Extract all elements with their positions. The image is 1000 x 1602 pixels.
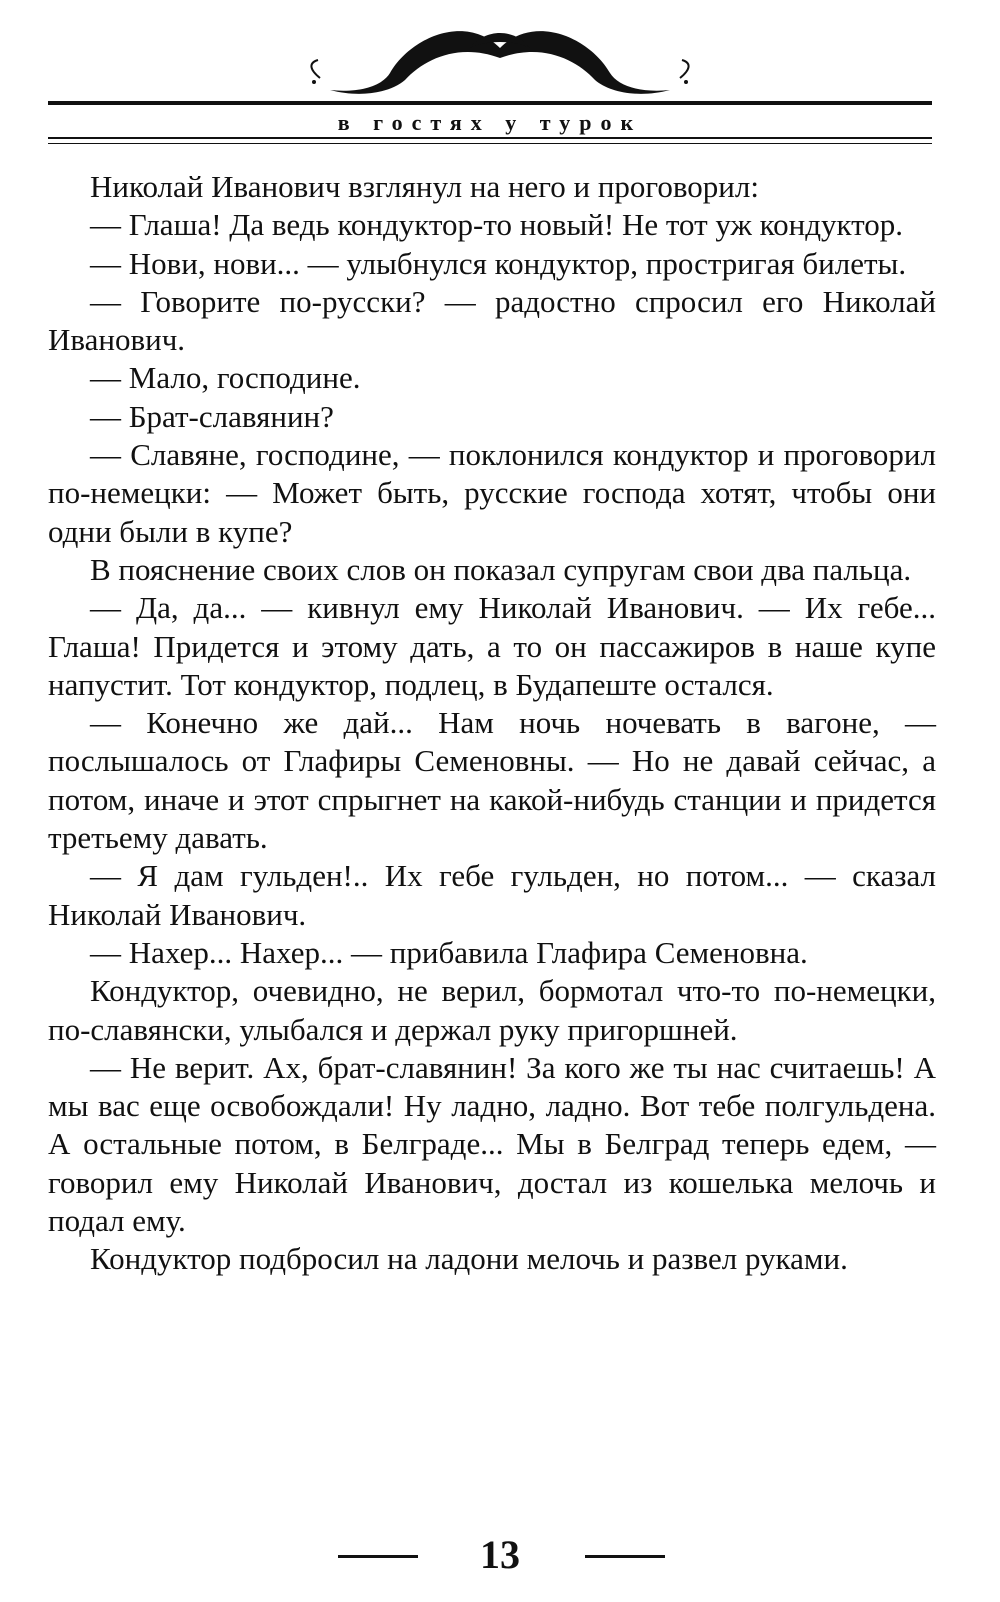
- paragraph: Кондуктор, очевидно, не верил, бормотал что-то по-немецки, по-славянски, улыбался и держал руку пригоршней.: [48, 973, 936, 1047]
- header-rule-thick: [48, 101, 932, 105]
- footer-dash-left: [338, 1555, 418, 1558]
- paragraph: — Нахер... Нахер... — прибавила Глафира Семеновна.: [90, 934, 808, 970]
- footer-dash-right: [585, 1555, 665, 1558]
- paragraph: — Мало, господине.: [90, 360, 361, 396]
- paragraph: — Конечно же дай... Нам ночь ночевать в вагоне, — послышалось от Глафиры Семеновны. — Но не давай сейчас, а потом, иначе и этот спрыгнет на какой-нибудь станции и придется третьему давать.: [48, 705, 936, 856]
- paragraph: Николай Иванович взглянул на него и проговорил:: [90, 169, 759, 204]
- running-title: в гостях у турок: [48, 108, 932, 138]
- paragraph: — Нови, нови... — улыбнулся кондуктор, простригая билеты.: [90, 245, 907, 281]
- decorative-ornament: [290, 18, 710, 108]
- paragraph: — Говорите по-русски? — радостно спросил его Николай Иванович.: [48, 283, 936, 358]
- paragraph: — Да, да... — кивнул ему Николай Иванович. — Их гебе... Глаша! Придется и этому дать, а то он пассажиров в наше купе напустит. Тот кондуктор, подлец, в Будапеште остался.: [48, 590, 936, 702]
- paragraph: — Глаша! Да ведь кондуктор-то новый! Не тот уж кондуктор.: [90, 207, 904, 243]
- header-rule-bottom-thin: [48, 143, 932, 144]
- paragraph: — Славяне, господине, — поклонился кондуктор и проговорил по-немецки: — Может быть, русские господа хотят, чтобы они одни были в купе?: [48, 437, 936, 549]
- paragraph: Кондуктор подбросил на ладони мелочь и развел руками.: [90, 1241, 848, 1277]
- page-footer: [0, 1532, 1000, 1577]
- paragraph: — Не верит. Ах, брат-славянин! За кого же ты нас считаешь! А мы вас еще освобождали! Ну ладно, ладно. Вот тебе полгульдена. А остальные потом, в Белграде... Мы в Белград теперь едем, — говорил ему Николай Иванович, достал из кошелька мелочь и подал ему.: [48, 1049, 936, 1239]
- paragraph: В пояснение своих слов он показал супругам свои два пальца.: [90, 551, 912, 587]
- header-rule-bottom-thick: [48, 137, 932, 139]
- body-text: [48, 168, 936, 1279]
- paragraph: — Брат-славянин?: [90, 398, 334, 434]
- paragraph: — Я дам гульден!.. Их гебе гульден, но потом... — сказал Николай Иванович.: [48, 858, 936, 932]
- page-number: 13: [480, 1532, 520, 1577]
